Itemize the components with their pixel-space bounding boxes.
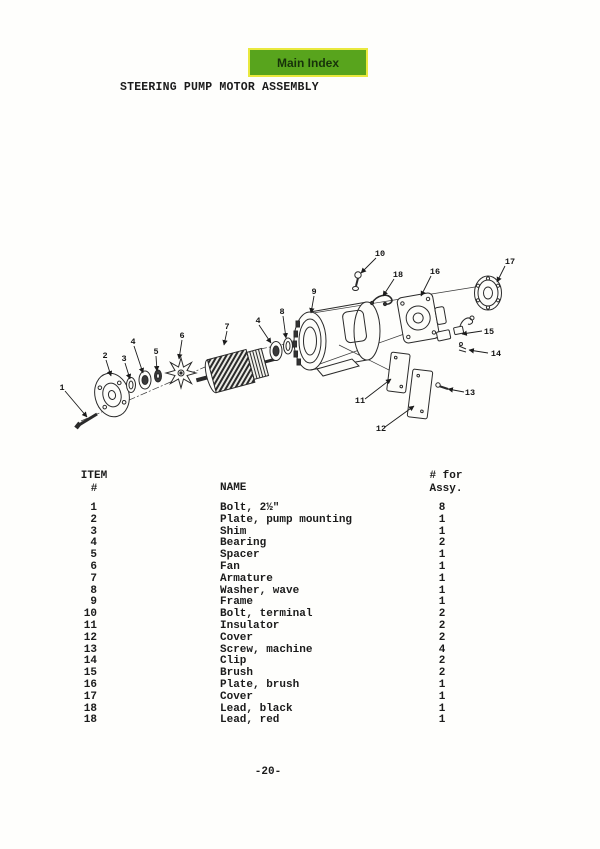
callout-9: 9 <box>311 287 317 297</box>
cell-name: Bolt, 2½" <box>220 502 280 514</box>
bearing-front-part <box>139 371 151 389</box>
cell-item: 3 <box>90 525 97 538</box>
cell-name: Clip <box>220 655 247 668</box>
cell-name: Screw, machine <box>220 643 313 656</box>
cell-item: 4 <box>90 537 97 550</box>
table-row <box>0 574 600 586</box>
callout-15: 15 <box>483 327 495 337</box>
cell-item: 18 <box>83 714 97 727</box>
cell-item: 14 <box>83 655 97 668</box>
cell-qty: 2 <box>438 619 446 632</box>
cell-item: 6 <box>90 560 97 573</box>
axis-line-top <box>313 287 475 313</box>
cell-item: 7 <box>90 572 97 585</box>
cell-item: 10 <box>83 608 97 621</box>
callout-6: 6 <box>179 331 185 341</box>
cell-item: 1 <box>90 502 97 514</box>
lead-wire-part <box>370 295 392 305</box>
callout-4b: 4 <box>255 316 261 326</box>
table-row <box>0 715 600 727</box>
callout-4a: 4 <box>130 337 136 347</box>
cell-name: Shim <box>220 525 247 538</box>
shim-part <box>127 378 136 393</box>
item-column-header <box>70 470 118 495</box>
frame-part <box>293 302 380 376</box>
cell-qty: 1 <box>438 572 446 585</box>
cell-qty: 1 <box>438 560 446 573</box>
pump-mounting-plate-part <box>90 370 134 421</box>
item-header-line1: ITEM <box>80 470 108 482</box>
spacer-part <box>155 370 162 382</box>
wave-washer-part <box>284 338 293 354</box>
callout-16: 16 <box>429 267 441 277</box>
page-number: -20- <box>254 766 282 778</box>
cell-name: Insulator <box>220 619 280 632</box>
cell-name: Plate, brush <box>220 678 300 691</box>
callout-8: 8 <box>279 307 285 317</box>
parts-table-body <box>0 503 600 727</box>
callout-13: 13 <box>464 388 476 398</box>
cell-item: 15 <box>83 667 97 680</box>
cell-item: 12 <box>83 631 97 644</box>
fan-part <box>166 358 196 388</box>
cell-qty: 4 <box>438 643 446 656</box>
table-row <box>0 515 600 527</box>
cell-qty: 1 <box>438 690 446 703</box>
item-header-line2: # <box>90 482 98 495</box>
callout-14: 14 <box>490 349 502 359</box>
callout-12: 12 <box>375 424 387 434</box>
cell-name: Washer, wave <box>220 584 300 597</box>
cell-name: Cover <box>220 631 254 644</box>
cell-item: 13 <box>83 643 97 656</box>
cell-name: Plate, pump mounting <box>220 513 353 526</box>
cell-qty: 2 <box>438 608 446 621</box>
cell-qty: 1 <box>438 513 446 526</box>
cell-name: Bearing <box>220 537 267 550</box>
name-column-header: NAME <box>220 482 247 494</box>
bearing-rear-part <box>270 342 282 361</box>
cell-qty: 1 <box>438 702 446 715</box>
page-title: STEERING PUMP MOTOR ASSEMBLY <box>120 81 319 94</box>
cell-qty: 1 <box>438 525 446 538</box>
table-row <box>0 680 600 692</box>
cell-item: 9 <box>90 596 97 609</box>
cell-name: Brush <box>220 667 254 680</box>
cell-qty: 1 <box>438 549 446 562</box>
cell-item: 2 <box>90 513 97 526</box>
callout-3: 3 <box>121 354 127 364</box>
table-row <box>0 692 600 704</box>
cell-name: Frame <box>220 596 254 609</box>
table-row <box>0 562 600 574</box>
cell-item: 8 <box>90 584 97 597</box>
table-row <box>0 633 600 645</box>
cell-qty: 1 <box>438 584 446 597</box>
cell-name: Fan <box>220 560 240 573</box>
cell-name: Lead, black <box>220 702 293 715</box>
cell-qty: 2 <box>438 667 446 680</box>
main-index-button[interactable]: Main Index <box>248 48 368 77</box>
cover-plate-12-part <box>407 369 433 419</box>
machine-screw-part <box>436 383 448 389</box>
table-row <box>0 621 600 633</box>
callout-2: 2 <box>102 351 108 361</box>
cell-qty: 2 <box>438 631 446 644</box>
cell-name: Armature <box>220 572 273 585</box>
qty-header-line2: Assy. <box>429 482 463 495</box>
cell-name: Spacer <box>220 549 260 562</box>
callout-17: 17 <box>504 257 516 267</box>
cell-qty: 2 <box>438 655 446 668</box>
cell-qty: 8 <box>438 502 446 514</box>
cell-qty: 1 <box>438 678 446 691</box>
cell-item: 5 <box>90 549 97 562</box>
callout-10: 10 <box>374 249 386 259</box>
callout-1: 1 <box>59 383 65 393</box>
terminal-bolt-part <box>353 272 362 291</box>
cell-qty: 1 <box>438 714 446 727</box>
callout-5: 5 <box>153 347 159 357</box>
qty-column-header <box>422 470 470 495</box>
exploded-diagram-svg <box>55 245 530 445</box>
cell-item: 16 <box>83 678 97 691</box>
qty-header-line1: # for <box>429 470 463 482</box>
callout-7: 7 <box>224 322 230 332</box>
cell-name: Cover <box>220 690 254 703</box>
callout-11: 11 <box>354 396 366 406</box>
callout-18: 18 <box>392 270 404 280</box>
cell-qty: 2 <box>438 537 446 550</box>
cell-name: Bolt, terminal <box>220 608 313 621</box>
cell-item: 18 <box>83 702 97 715</box>
cover-plate-11-part <box>387 352 411 393</box>
cell-name: Lead, red <box>220 714 280 727</box>
cell-item: 17 <box>83 690 97 703</box>
armature-part <box>192 342 281 396</box>
clip-part <box>459 343 466 353</box>
cell-item: 11 <box>83 619 97 632</box>
cell-qty: 1 <box>438 596 446 609</box>
exploded-parts-diagram <box>55 245 530 445</box>
